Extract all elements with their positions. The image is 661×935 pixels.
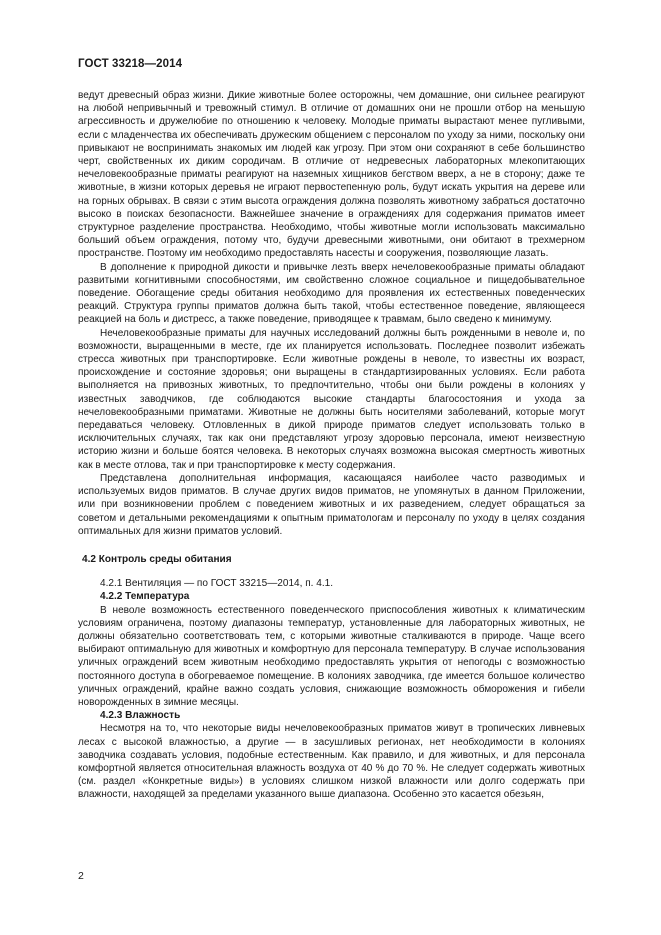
item-4-2-3-heading: 4.2.3 Влажность [100, 710, 181, 722]
paragraph-4: Представлена дополнительная информация, касающаяся наиболее часто разводимых и используемых видов приматов. В случае других видов приматов, не упомянутых в данном Приложении, или при возникновении проблем с поведением животных и их разведением, следует обращаться за советом и детальными рекомендациями к опытным приматологам и персоналу по уходу в целях создания оптимальных для жизни приматов условий. [78, 472, 585, 537]
section-heading-4-2: 4.2 Контроль среды обитания [82, 553, 232, 565]
item-4-2-1: 4.2.1 Вентиляция — по ГОСТ 33215—2014, п. 4.1. [100, 578, 333, 590]
paragraph-3: Нечеловекообразные приматы для научных исследований должны быть рожденными в неволе и, по возможности, выращенными в месте, где их планируется использовать. Последнее позволит избежать стресса животных при транспортировке. Если животные рождены в неволе, то известны их возраст, происхождение и состояние здоровья; они выращены в стандартизированных условиях. Если работа выполняется на привозных животных, то предпочтительно, чтобы они были рождены в колониях у известных заводчиков, где соблюдаются высокие стандарты благосостояния и ухода за нечеловекообразными приматами. Животные не должны быть носителями заболеваний, которые могут передаваться человеку. Отловленных в дикой природе приматов следует использовать только в исключительных случаях, так как они представляют угрозу здоровью персонала, имеют неизвестную историю жизни и больше боятся человека. В некоторых случаях возможна высокая смертность животных как в месте отлова, так и при транспортировке к месту содержания. [78, 327, 585, 471]
document-body [78, 89, 585, 802]
item-4-2-3-text: Несмотря на то, что некоторые виды нечеловекообразных приматов живут в тропических ливневых лесах с высокой влажностью, а другие — в засушливых регионах, нет необходимости в колониях заводчика создавать условия, подобные естественным. Как правило, и для животных, и для персонала комфортной являетcя относительная влажность воздуха от 40 % до 70 %. Не следует содержать животных (см. раздел «Конкретные виды») в условиях слишком низкой влажности или долго содержать при влажности, находящей за пределами указанного выше диапазона. Особенно это касается обезьян, [78, 723, 585, 801]
page-number: 2 [78, 870, 84, 882]
document-header: ГОСТ 33218—2014 [78, 58, 183, 70]
paragraph-1: ведут древесный образ жизни. Дикие животные более осторожны, чем домашние, они сильнее реагируют на любой непривычный и тревожный стимул. В отличие от домашних они не прошли отбор на меньшую агрессивность и дружелюбие по отношению к человеку. Молодые приматы вырастают менее пугливыми, если с младенчества их обеспечивать дружеским общением с персоналом по уходу за ними, поскольку они привыкают не воспринимать знакомых им людей как угрозу. При этом они сохраняют в себе большинство черт, свойственных их диким сородичам. В отличие от недревесных лабораторных млекопитающих нечеловекообразные приматы реагируют на наземных хищников бегством вверх, а не в сторону; даже те животные, в жизни которых деревья не играют первостепенную роль, будут искать укрытия на дереве или на горных обрывах. В связи с этим высота ограждения должна позволять животному забраться достаточно высоко в поисках безопасности. Важнейшее значение в ограждениях для содержания приматов имеет структурное разделение пространства. Необходимо, чтобы животные могли использовать максимально больший объем ограждения, потому что, будучи древесными животными, они обитают в трехмерном пространстве. Поэтому им необходимо предоставлять насесты и сооружения, позволяющие лазать. [78, 90, 585, 260]
item-4-2-2-text: В неволе возможность естественного поведенческого приспособления животных к климатическим условиям ограничена, поэтому диапазоны температур, установленные для лабораторных животных, не должны обязательно соответствовать тем, с которыми животные сталкиваются в природе. Чаще всего выбирают оптимальную для животных и комфортную для персонала температуру. В случае использования уличных ограждений всем животным необходимо предоставлять укрытия от непогоды с возможностью постоянного доступа в обогреваемое помещение. В колониях заводчика, где имеется большое количество уличных ограждений, крайне важно создать условия, снижающие возможность обморожения и гибели новорожденных в зимние месяцы. [78, 604, 585, 708]
item-4-2-2-heading: 4.2.2 Температура [100, 591, 190, 603]
paragraph-2: В дополнение к природной дикости и привычке лезть вверх нечеловекообразные приматы обладают развитыми когнитивными способностями, им свойственно сложное социальное и пищедобывательное поведение. Обогащение среды обитания необходимо для проявления их естественных поведенческих реакций. Структура группы приматов должна быть такой, чтобы естественное поведение, являющееся реакцией на боль и дистресс, а также поведение, приводящее к травмам, было сведено к минимуму. [78, 261, 585, 326]
